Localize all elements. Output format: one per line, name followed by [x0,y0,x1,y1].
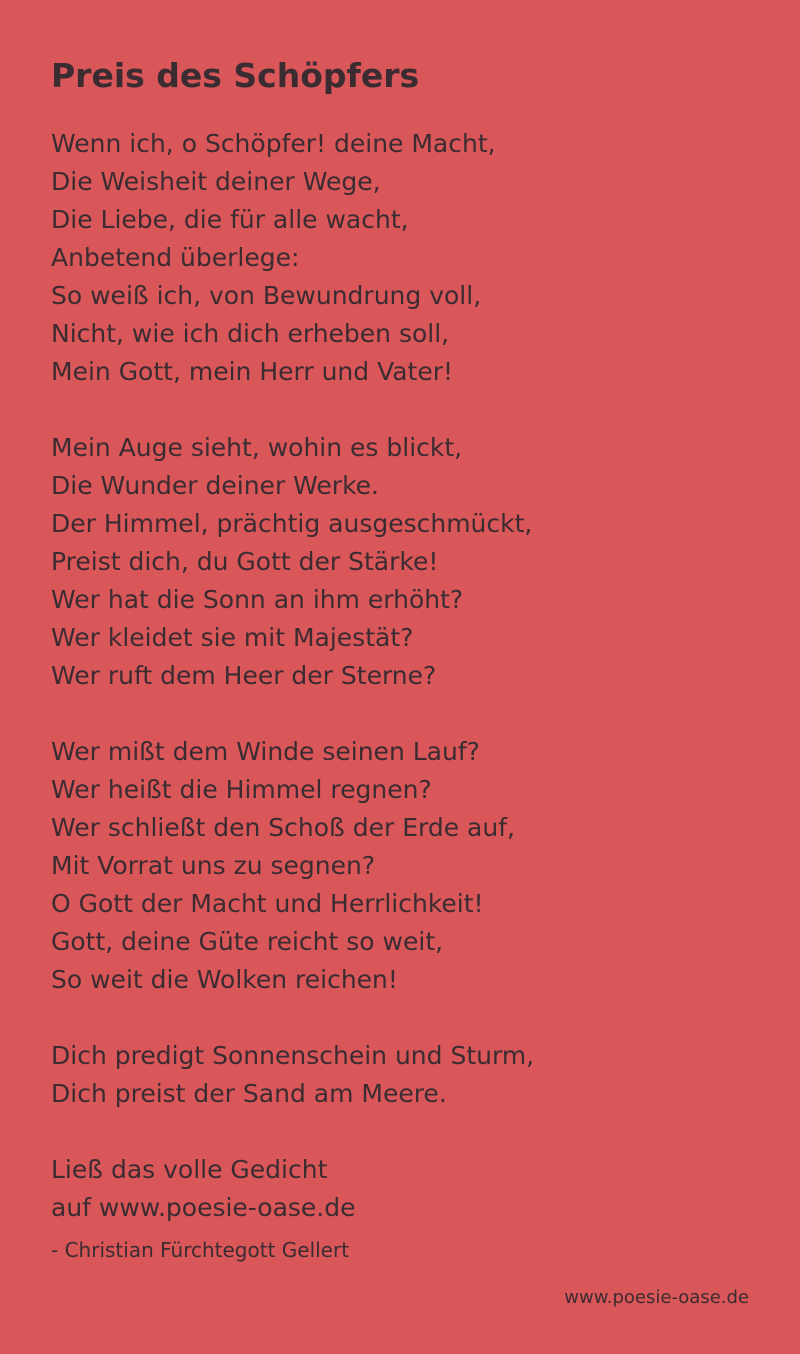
poem-line: Gott, deine Güte reicht so weit, [51,927,444,956]
poem-title: Preis des Schöpfers [51,56,420,95]
poem-line: Wer ruft dem Heer der Sterne? [51,661,437,690]
poem-line: Mit Vorrat uns zu segnen? [51,851,376,880]
stanza-2 [51,429,771,695]
poem-line: Wer hat die Sonn an ihm erhöht? [51,585,464,614]
poem-author: - Christian Fürchtegott Gellert [51,1238,350,1262]
poem-line: Mein Auge sieht, wohin es blickt, [51,433,463,462]
promo-text [51,1151,771,1227]
poem-line: Wer heißt die Himmel regnen? [51,775,432,804]
poem-line: Wer mißt dem Winde seinen Lauf? [51,737,480,766]
poem-line: Die Weisheit deiner Wege, [51,167,381,196]
poem-line: Die Liebe, die für alle wacht, [51,205,409,234]
poem-line: Anbetend überlege: [51,243,300,272]
poem-line: Der Himmel, prächtig ausgeschmückt, [51,509,533,538]
poem-line: Dich predigt Sonnenschein und Sturm, [51,1041,535,1070]
poem-line: Preist dich, du Gott der Stärke! [51,547,439,576]
poem-line: So weiß ich, von Bewundrung voll, [51,281,482,310]
poem-body [51,125,771,1265]
poem-line: Dich preist der Sand am Meere. [51,1079,447,1108]
poem-line: Nicht, wie ich dich erheben soll, [51,319,450,348]
footer-url: www.poesie-oase.de [564,1287,749,1308]
poem-line: Wenn ich, o Schöpfer! deine Macht, [51,129,496,158]
stanza-1 [51,125,771,391]
stanza-4 [51,1037,771,1113]
poem-line: Die Wunder deiner Werke. [51,471,379,500]
poem-line: Wer kleidet sie mit Majestät? [51,623,414,652]
poem-line: O Gott der Macht und Herrlichkeit! [51,889,484,918]
stanza-3 [51,733,771,999]
poem-line: So weit die Wolken reichen! [51,965,398,994]
poem-line: Wer schließt den Schoß der Erde auf, [51,813,515,842]
promo-line: auf www.poesie-oase.de [51,1193,356,1222]
promo-line: Ließ das volle Gedicht [51,1155,328,1184]
poem-line: Mein Gott, mein Herr und Vater! [51,357,454,386]
